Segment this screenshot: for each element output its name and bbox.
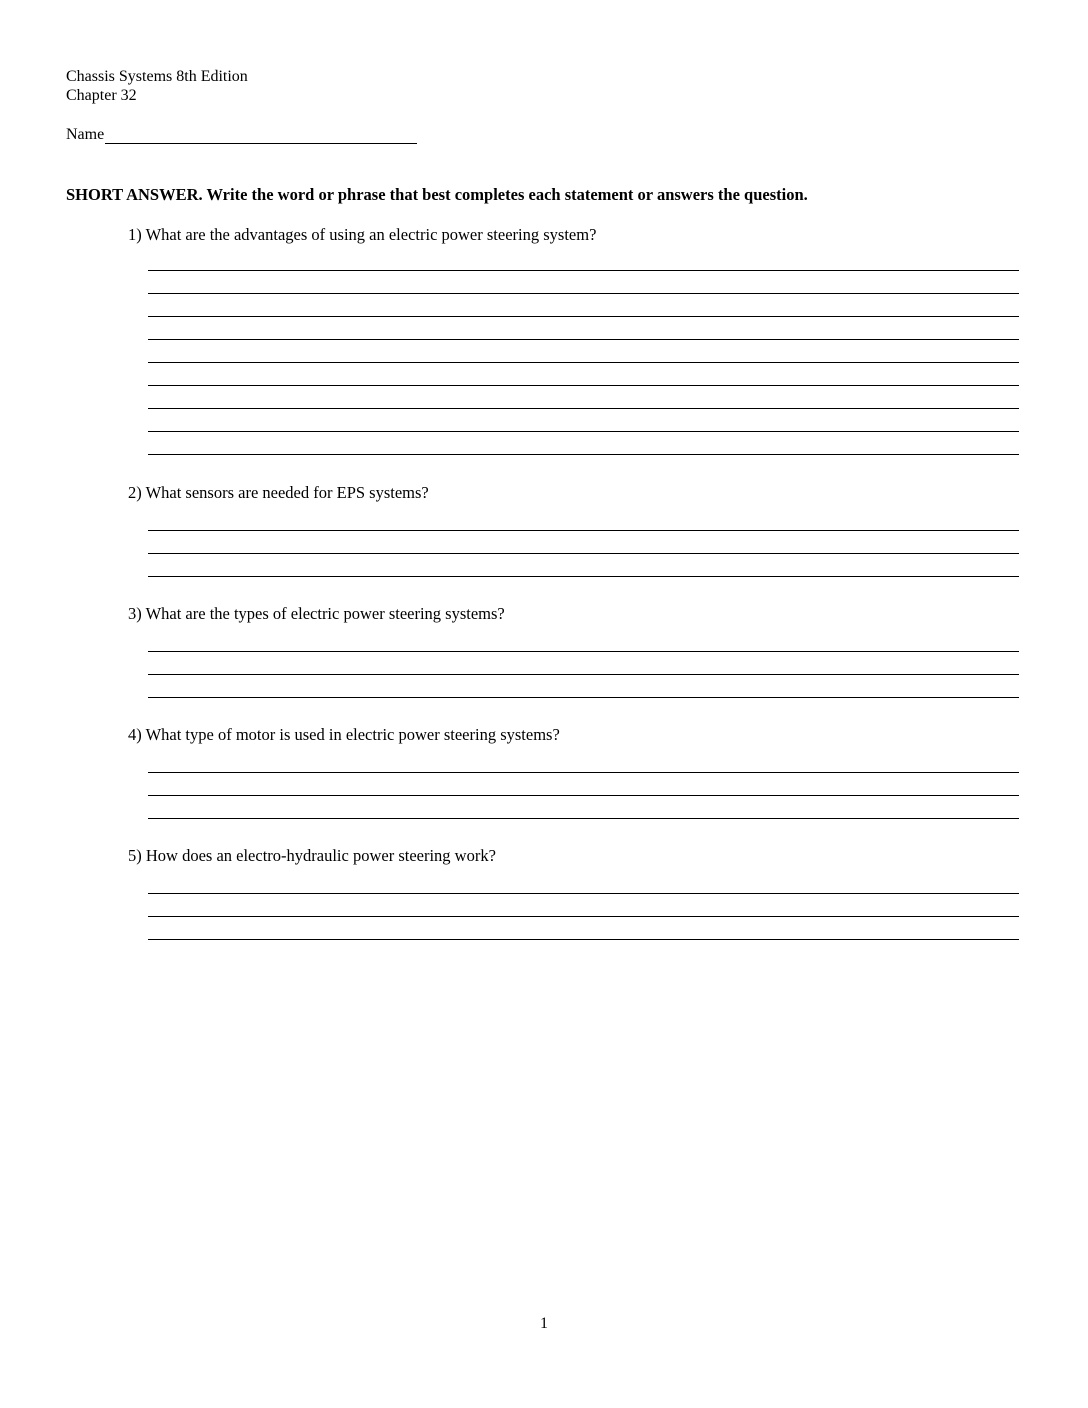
answer-line[interactable] [148,363,1019,386]
answer-line[interactable] [148,508,1019,531]
answer-line[interactable] [148,675,1019,698]
answer-line[interactable] [148,796,1019,819]
answer-lines-1[interactable] [148,248,1019,455]
answer-line[interactable] [148,652,1019,675]
book-title: Chassis Systems 8th Edition [66,68,248,85]
answer-line[interactable] [148,432,1019,455]
question-5: 5) How does an electro-hydraulic power steering work? [128,846,496,865]
answer-lines-4[interactable] [148,750,1019,819]
answer-line[interactable] [148,871,1019,894]
answer-line[interactable] [148,340,1019,363]
answer-line[interactable] [148,750,1019,773]
instructions: SHORT ANSWER. Write the word or phrase that best completes each statement or answers the question. [66,185,808,204]
answer-line[interactable] [148,917,1019,940]
question-2: 2) What sensors are needed for EPS systems? [128,483,429,502]
answer-lines-5[interactable] [148,871,1019,940]
name-blank-line[interactable] [105,126,417,144]
question-1: 1) What are the advantages of using an electric power steering system? [128,225,597,244]
answer-line[interactable] [148,554,1019,577]
question-4: 4) What type of motor is used in electric power steering systems? [128,725,560,744]
chapter-label: Chapter 32 [66,87,137,104]
answer-line[interactable] [148,248,1019,271]
answer-line[interactable] [148,386,1019,409]
answer-line[interactable] [148,409,1019,432]
answer-line[interactable] [148,773,1019,796]
name-field-row [66,125,417,144]
answer-line[interactable] [148,629,1019,652]
answer-lines-2[interactable] [148,508,1019,577]
answer-line[interactable] [148,271,1019,294]
name-label: Name [66,126,105,143]
answer-lines-3[interactable] [148,629,1019,698]
answer-line[interactable] [148,294,1019,317]
answer-line[interactable] [148,894,1019,917]
question-3: 3) What are the types of electric power steering systems? [128,604,505,623]
page-number: 1 [540,1315,548,1332]
answer-line[interactable] [148,531,1019,554]
document-header [66,67,248,105]
answer-line[interactable] [148,317,1019,340]
